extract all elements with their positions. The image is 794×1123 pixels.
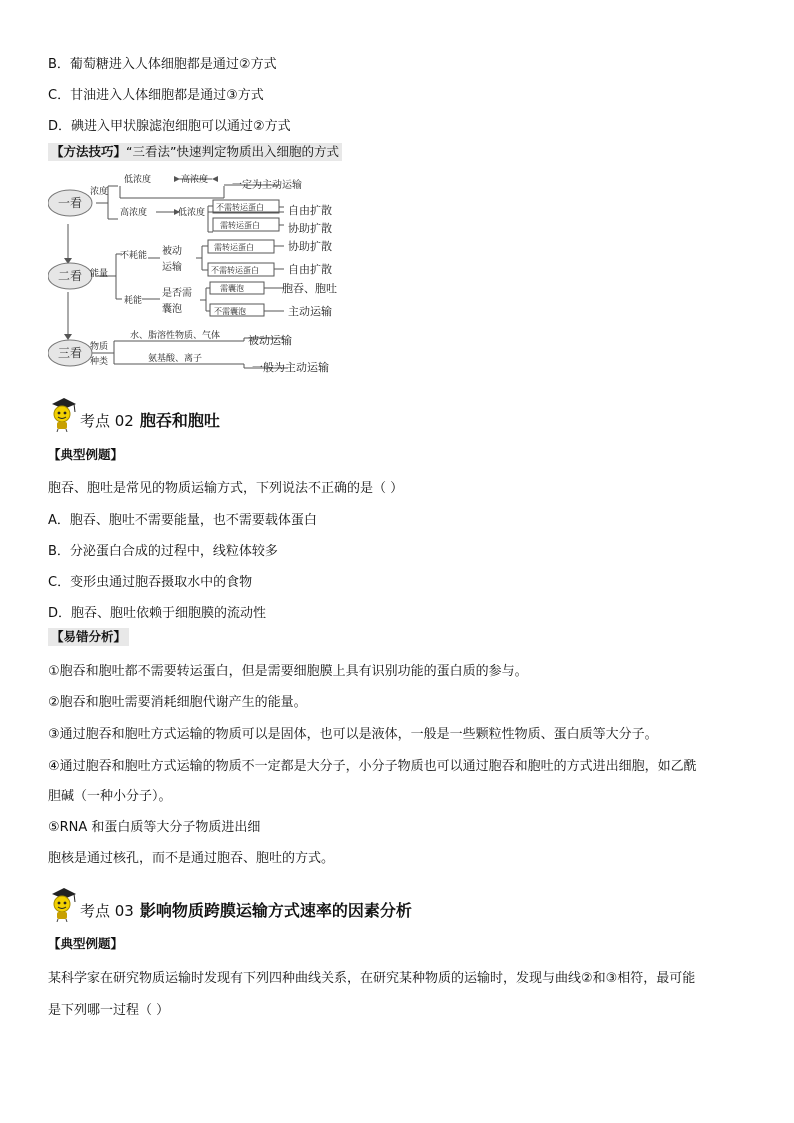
amino-ions: 氨基酸、离子	[148, 354, 203, 364]
active-general: 一般为主动运输	[252, 361, 329, 374]
endo-exo: 胞吞、胞吐	[282, 282, 337, 295]
question1-stem: 胞吞、胞吐是常见的物质运输方式，下列说法不正确的是（ ）	[48, 481, 404, 496]
no-carrier-2: 不需转运蛋白	[211, 266, 259, 275]
topic-03-header	[48, 886, 412, 922]
method-tip-text: “三看法”快速判定物质出入细胞的方式	[126, 144, 339, 159]
three-look-diagram	[48, 166, 348, 378]
high-conc-2: 高浓度	[120, 208, 148, 218]
substance-1: 物质	[90, 342, 109, 352]
free-diffusion: 自由扩散	[288, 204, 332, 217]
analysis-5: ⑤RNA 和蛋白质等大分子物质进出细	[48, 820, 261, 835]
look2: 二看	[58, 269, 83, 283]
graduate-mascot-icon	[48, 396, 78, 432]
need-carrier-2: 需转运蛋白	[214, 243, 254, 252]
free-diffusion-2: 自由扩散	[288, 263, 332, 276]
example-label-1: 【典型例题】	[48, 447, 124, 462]
option-b: B．葡萄糖进入人体细胞都是通过②方式	[48, 57, 277, 72]
topic-02-header	[48, 396, 220, 432]
substance-2: 种类	[90, 357, 109, 367]
topic-03-title: 影响物质跨膜运输方式速率的因素分析	[139, 901, 412, 920]
vesicle-q1: 是否需	[162, 288, 192, 299]
topic-03-label	[80, 900, 412, 922]
error-analysis-label: 【易错分析】	[48, 628, 129, 646]
concentration-label: 浓度	[90, 187, 109, 197]
small-types: 水、脂溶性物质、气体	[130, 331, 221, 341]
question1-option-a: A．胞吞、胞吐不需要能量，也不需要载体蛋白	[48, 513, 317, 528]
topic-02-label	[80, 410, 220, 432]
passive-transport: 被动运输	[248, 334, 292, 347]
active: 主动运输	[288, 305, 332, 318]
vesicle-q2: 囊泡	[162, 304, 182, 315]
analysis-1: ①胞吞和胞吐都不需要转运蛋白，但是需要细胞膜上具有识别功能的蛋白质的参与。	[48, 664, 528, 679]
active-must: 一定为主动运输	[232, 180, 302, 191]
analysis-4-cont: 胆碱（一种小分子）。	[48, 789, 172, 804]
facilitated: 协助扩散	[288, 222, 332, 235]
question1-option-d: D．胞吞、胞吐依赖于细胞膜的流动性	[48, 606, 267, 621]
method-tip	[48, 143, 342, 161]
no-carrier: 不需转运蛋白	[216, 203, 264, 212]
topic-02-title: 胞吞和胞吐	[139, 411, 220, 430]
need-carrier: 需转运蛋白	[220, 221, 260, 230]
need-vesicle: 需囊泡	[220, 284, 244, 293]
no-energy: 不耗能	[120, 251, 148, 261]
question2-line1: 某科学家在研究物质运输时发现有下列四种曲线关系，在研究某种物质的运输时，发现与曲线②和③相符，最可能	[48, 971, 696, 986]
energy-label: 能量	[90, 269, 109, 279]
analysis-3: ③通过胞吞和胞吐方式运输的物质可以是固体，也可以是液体，一般是一些颗粒性物质、蛋白质等大分子。	[48, 727, 658, 742]
passive-1: 被动	[162, 246, 182, 257]
analysis-5-cont: 胞核是通过核孔，而不是通过胞吞、胞吐的方式。	[48, 851, 335, 866]
analysis-2: ②胞吞和胞吐需要消耗细胞代谢产生的能量。	[48, 695, 307, 710]
low-conc-2: 低浓度	[178, 208, 206, 218]
no-vesicle: 不需囊泡	[214, 307, 246, 316]
example-label-2: 【典型例题】	[48, 936, 124, 951]
low-conc: 低浓度	[124, 175, 152, 185]
method-tip-label: 【方法技巧】	[51, 144, 127, 159]
question1-option-c: C．变形虫通过胞吞摄取水中的食物	[48, 575, 253, 590]
question2-line2: 是下列哪一过程（ ）	[48, 1003, 170, 1018]
option-d: D．碘进入甲状腺滤泡细胞可以通过②方式	[48, 119, 291, 134]
question1-option-b: B．分泌蛋白合成的过程中，线粒体较多	[48, 544, 278, 559]
consume: 耗能	[124, 296, 143, 306]
topic-03-number: 考点 03	[80, 902, 134, 920]
option-c: C．甘油进入人体细胞都是通过③方式	[48, 88, 264, 103]
high-conc: 高浓度	[181, 175, 209, 185]
facilitated-2: 协助扩散	[288, 240, 332, 253]
look1: 一看	[58, 196, 83, 210]
graduate-mascot-icon	[48, 886, 78, 922]
topic-02-number: 考点 02	[80, 412, 134, 430]
passive-2: 运输	[162, 262, 182, 273]
analysis-4: ④通过胞吞和胞吐方式运输的物质不一定都是大分子，小分子物质也可以通过胞吞和胞吐的方式进出细胞，如乙酰	[48, 759, 697, 774]
look3: 三看	[58, 346, 83, 360]
